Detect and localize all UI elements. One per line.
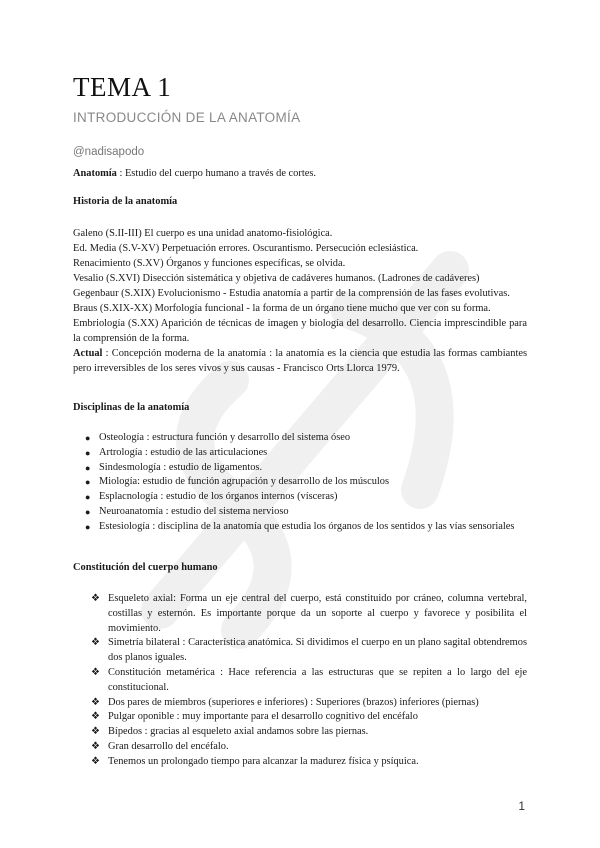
bullet-dot-icon: ● [85, 433, 91, 443]
list-item: ❖ Esqueleto axial: Forma un eje central del cuerpo, está constituido por cráneo, columna vertebral, costillas y esternón. Es importante porque da un soporte al cuerpo y favorece y posibilita el movimiento. [91, 593, 527, 634]
page-number: 1 [518, 799, 525, 813]
historia-entry: Ed. Media (S.V-XV) Perpetuación errores. Oscurantismo. Persecución eclesiástica. [73, 243, 419, 254]
historia-actual [73, 346, 527, 376]
diamond-bullet-icon: ❖ [91, 755, 100, 767]
bullet-dot-icon: ● [85, 477, 91, 488]
list-item: ❖ Tenemos un prolongado tiempo para alcanzar la madurez física y psíquica. [73, 755, 527, 770]
list-item: ● Esplacnología : estudio de los órganos internos (vísceras) [73, 490, 527, 505]
diamond-bullet-icon: ❖ [91, 637, 100, 649]
diamond-bullet-icon: ❖ [91, 593, 100, 604]
historia-heading: Historia de la anatomía [73, 196, 178, 207]
anatomy-definition [73, 166, 527, 181]
list-item: ● Estesiología : disciplina de la anatomía que estudia los órganos de los sentidos y las vías sensoriales [73, 520, 527, 535]
page-title: TEMA 1 [73, 72, 172, 102]
diamond-bullet-icon: ❖ [91, 740, 100, 752]
list-item: ❖ Constitución metamérica : Hace referencia a las estructuras que se repiten a lo largo del eje constitucional. [91, 666, 527, 693]
diamond-bullet-icon: ❖ [91, 666, 100, 678]
historia-entry: Vesalio (S.XVI) Disección sistemática y objetiva de cadáveres humanos. (Ladrones de cadáveres) [73, 273, 480, 284]
list-item: ● Miología: estudio de función agrupación y desarrollo de los músculos [73, 475, 527, 490]
bullet-dot-icon: ● [85, 492, 91, 503]
list-item: ● Neuroanatomía : estudio del sistema nervioso [73, 505, 527, 520]
historia-entry: Renacimiento (S.XV) Órganos y funciones específicas, se olvida. [73, 258, 346, 269]
historia-entry: Galeno (S.II-III) El cuerpo es una unidad anatomo-fisiológica. [73, 228, 333, 239]
disciplinas-heading: Disciplinas de la anatomía [73, 402, 190, 413]
list-item: ● Osteología : estructura función y desarrollo del sistema óseo [73, 431, 527, 446]
actual-text: : Concepción moderna de la anatomía : la anatomía es la ciencia que estudia las formas cambiantes pero irreversibles de los seres vivos y sus causas - Francisco Orts Llorca 1979. [73, 348, 527, 374]
diamond-bullet-icon: ❖ [91, 696, 100, 708]
bullet-dot-icon: ● [85, 462, 91, 473]
bullet-dot-icon: ● [85, 447, 91, 458]
diamond-bullet-icon: ❖ [91, 711, 100, 723]
anatomy-definition-text: : Estudio del cuerpo humano a través de cortes. [116, 168, 316, 179]
historia-entry: Embriología (S.XX) Aparición de técnicas de imagen y biología del desarrollo. Ciencia imprescindible para la comprensión de la forma. [73, 318, 527, 344]
bullet-dot-icon: ● [85, 506, 91, 517]
constitucion-list [73, 592, 527, 770]
bullet-dot-icon: ● [85, 521, 91, 532]
list-item: ❖ Pulgar oponible : muy importante para el desarrollo cognitivo del encéfalo [73, 710, 527, 725]
historia-entry: Braus (S.XIX-XX) Morfología funcional - la forma de un órgano tiene mucho que ver con su forma. [73, 303, 491, 314]
disciplinas-list [73, 431, 527, 535]
constitucion-heading: Constitución del cuerpo humano [73, 562, 218, 573]
anatomy-term: Anatomía [73, 168, 117, 179]
list-item: ❖ Gran desarrollo del encéfalo. [73, 740, 527, 755]
actual-term: Actual [73, 348, 103, 359]
list-item: ❖ Bípedos : gracias al esqueleto axial andamos sobre las piernas. [73, 725, 527, 740]
list-item: ● Sindesmología : estudio de ligamentos. [73, 461, 527, 476]
historia-entry: Gegenbaur (S.XIX) Evolucionismo - Estudia anatomía a partir de la comprensión de las fases evolutivas. [73, 288, 510, 299]
list-item: ❖ Dos pares de miembros (superiores e inferiores) : Superiores (brazos) inferiores (piernas) [73, 696, 527, 711]
author-handle: @nadisapodo [73, 146, 145, 158]
list-item: ❖ Simetría bilateral : Característica anatómica. Si dividimos el cuerpo en un plano sagital obtendremos dos planos iguales. [91, 637, 527, 664]
historia-list [73, 226, 527, 376]
page-subtitle: INTRODUCCIÓN DE LA ANATOMÍA [73, 110, 301, 125]
diamond-bullet-icon: ❖ [91, 726, 100, 738]
list-item: ● Artrología : estudio de las articulaciones [73, 446, 527, 461]
